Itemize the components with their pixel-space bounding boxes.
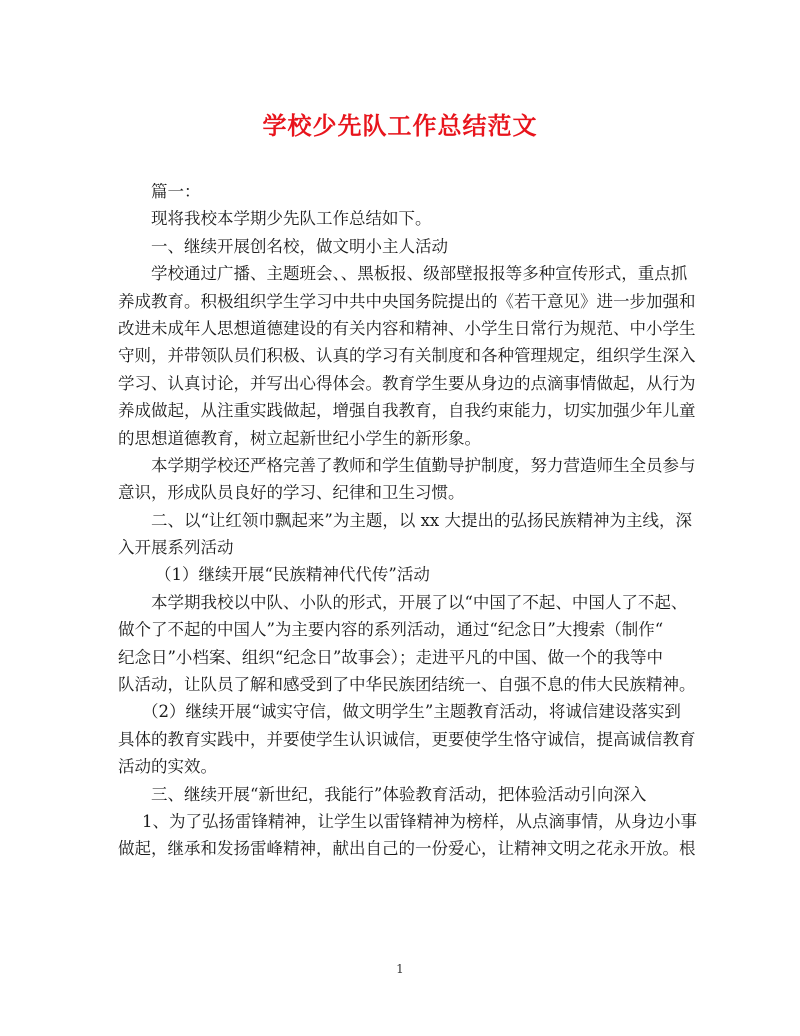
section-heading: 二、以“让红领巾飘起来”为主题，以 xx 大提出的弘扬民族精神为主线，深 [151,510,692,530]
section-label: 篇一： [151,182,201,201]
paragraph-line: 本学期我校以中队、小队的形式，开展了以“中国了不起、中国人了不起、 [151,592,688,612]
paragraph-line: 学习、认真讨论，并写出心得体会。教育学生要从身边的点滴事情做起，从行为 [118,373,696,393]
paragraph-line: 守则，并带领队员们积极、认真的学习有关制度和各种管理规定，组织学生深入 [118,346,696,366]
paragraph-line: 养成做起，从注重实践做起，增强自我教育，自我约束能力，切实加强少年儿童 [118,401,696,421]
paragraph-line: 的思想道德教育，树立起新世纪小学生的新形象。 [118,428,481,448]
document-body [118,178,697,863]
paragraph-line: 活动的实效。 [118,757,217,777]
subsection-heading: （1）继续开展“民族精神代代传”活动 [155,565,430,585]
page-number: 1 [396,962,404,976]
paragraph-line: 纪念日”小档案、组织“纪念日”故事会）；走进平凡的中国、做一个的我等中 [118,647,664,667]
paragraph-line: 现将我校本学期少先队工作总结如下。 [151,209,432,229]
paragraph-line: 学校通过广播、主题班会、、黑板报、级部壁报报等多种宣传形式，重点抓 [151,264,688,284]
paragraph-line: 具体的教育实践中，并要使学生认识诚信，更要使学生恪守诚信，提高诚信教育 [118,729,696,749]
paragraph-line: 做起，继承和发扬雷峰精神，献出自己的一份爱心，让精神文明之花永开放。根 [118,839,696,859]
paragraph-line: 养成教育。积极组织学生学习中共中央国务院提出的《若干意见》进一步加强和 [118,291,696,311]
section-heading: 一、继续开展创名校，做文明小主人活动 [151,236,448,256]
section-heading: 入开展系列活动 [118,538,234,558]
paragraph-line: 队活动，让队员了解和感受到了中华民族团结统一、自强不息的伟大民族精神。 [118,675,696,695]
paragraph-line: （2）继续开展“诚实守信，做文明学生”主题教育活动，将诚信建设落实到 [142,702,681,722]
paragraph-line: 改进未成年人思想道德建设的有关内容和精神、小学生日常行为规范、中小学生 [118,318,696,338]
section-heading: 三、继续开展“新世纪，我能行”体验教育活动，把体验活动引向深入 [151,784,647,804]
paragraph-line: 做个了不起的中国人”为主要内容的系列活动，通过“纪念日”大搜索（制作“ [118,620,664,640]
paragraph-line: 1、为了弘扬雷锋精神，让学生以雷锋精神为榜样，从点滴事情，从身边小事 [142,811,697,831]
document-title: 学校少先队工作总结范文 [262,111,538,140]
paragraph-line: 意识，形成队员良好的学习、纪律和卫生习惯。 [118,483,465,503]
paragraph-line: 本学期学校还严格完善了教师和学生值勤导护制度，努力营造师生全员参与 [151,455,696,475]
